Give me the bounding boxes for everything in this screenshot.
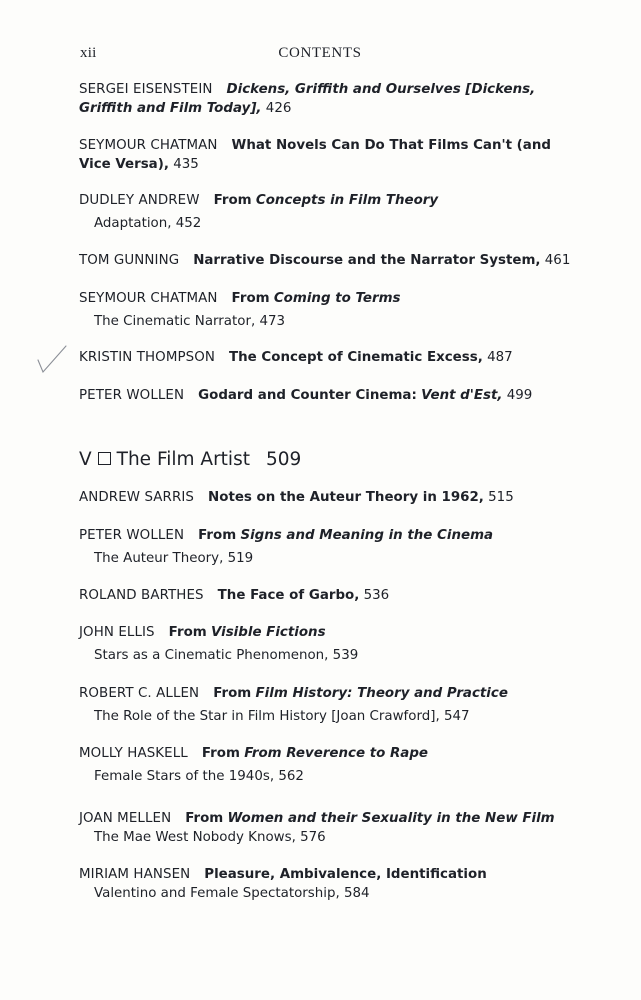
entry-title: Narrative Discourse and the Narrator System, (193, 253, 541, 268)
entry-source: Coming to Terms (273, 291, 401, 306)
entry-page-number: 487 (487, 350, 513, 365)
square-box-icon (98, 452, 111, 465)
toc-entry-andrew[interactable] (79, 191, 579, 233)
entry-subtitle: The Mae West Nobody Knows, 576 (94, 830, 326, 845)
toc-entry-gunning[interactable] (79, 251, 579, 270)
entry-title: Notes on the Auteur Theory in 1962, (208, 490, 484, 505)
entry-author: TOM GUNNING (79, 253, 180, 268)
entry-title: The Concept of Cinematic Excess, (229, 350, 483, 365)
entry-author: ANDREW SARRIS (79, 490, 195, 505)
section-heading[interactable] (79, 449, 301, 470)
entry-page-number: 461 (544, 253, 571, 268)
entry-subtitle: The Role of the Star in Film History [Joan Crawford], 547 (94, 709, 470, 724)
entry-author: SEYMOUR CHATMAN (79, 138, 218, 153)
entry-from: From (213, 193, 252, 208)
entry-source: Signs and Meaning in the Cinema (240, 528, 494, 543)
entry-author: MIRIAM HANSEN (79, 867, 191, 882)
entry-page-number: 435 (173, 157, 199, 172)
toc-entry-hansen[interactable] (79, 865, 579, 903)
entry-from: From (168, 625, 207, 640)
entry-subtitle: Stars as a Cinematic Phenomenon, 539 (94, 648, 359, 663)
toc-entry-chatman-novels[interactable] (79, 136, 579, 174)
section-page-number: 509 (265, 449, 302, 470)
entry-subtitle: The Auteur Theory, 519 (94, 551, 254, 566)
section-title: The Film Artist (116, 449, 250, 470)
entry-subtitle: Adaptation, 452 (94, 216, 202, 231)
running-head-title: CONTENTS (278, 45, 362, 61)
entry-source: Concepts in Film Theory (255, 193, 439, 208)
entry-page-number: 426 (265, 101, 292, 116)
entry-title: What Novels Can Do That Films Can't (and Vice Versa), (79, 138, 551, 172)
entry-author: DUDLEY ANDREW (79, 193, 200, 208)
toc-entry-ellis[interactable] (79, 623, 579, 665)
toc-entry-haskell[interactable] (79, 744, 579, 786)
entry-source: Visible Fictions (210, 625, 326, 640)
entry-author: ROBERT C. ALLEN (79, 686, 200, 701)
entry-page-number: 499 (506, 388, 533, 403)
entry-author: PETER WOLLEN (79, 388, 185, 403)
entry-author: JOHN ELLIS (79, 625, 155, 640)
entry-title: Godard and Counter Cinema: (198, 388, 417, 403)
entry-source: Women and their Sexuality in the New Film (227, 811, 555, 826)
entry-author: SEYMOUR CHATMAN (79, 291, 218, 306)
toc-entry-chatman-terms[interactable] (79, 289, 579, 331)
entry-author: MOLLY HASKELL (79, 746, 188, 761)
entry-title-italic: Vent d'Est, (421, 388, 503, 403)
toc-entry-thompson[interactable] (79, 348, 579, 367)
entry-page-number: 536 (363, 588, 390, 603)
entry-author: PETER WOLLEN (79, 528, 185, 543)
toc-entry-mellen[interactable] (79, 809, 579, 847)
entry-title: Dickens, Griffith and Ourselves [Dickens, Griffith and Film Today], (79, 82, 536, 116)
entry-subtitle: Female Stars of the 1940s, 562 (94, 769, 304, 784)
pencil-checkmark-icon (34, 342, 70, 378)
entry-page-number: 515 (488, 490, 514, 505)
page-folio: xii (80, 45, 97, 61)
entry-from: From (231, 291, 270, 306)
entry-author: ROLAND BARTHES (79, 588, 204, 603)
entry-subtitle: Valentino and Female Spectatorship, 584 (94, 886, 370, 901)
entry-author: SERGEI EISENSTEIN (79, 82, 213, 97)
toc-entry-wollen-godard[interactable] (79, 386, 579, 405)
toc-entry-allen[interactable] (79, 684, 579, 726)
entry-source: Film History: Theory and Practice (255, 686, 508, 701)
entry-from: From (201, 746, 240, 761)
entry-title: The Face of Garbo, (217, 588, 360, 603)
entry-author: KRISTIN THOMPSON (79, 350, 216, 365)
entry-subtitle: The Cinematic Narrator, 473 (94, 314, 286, 329)
entry-title: Pleasure, Ambivalence, Identification (204, 867, 487, 882)
toc-entry-sarris[interactable] (79, 488, 579, 507)
entry-from: From (185, 811, 224, 826)
entry-author: JOAN MELLEN (79, 811, 172, 826)
entry-from: From (213, 686, 252, 701)
toc-entry-wollen-signs[interactable] (79, 526, 579, 568)
toc-entry-eisenstein[interactable] (79, 80, 579, 118)
toc-entry-barthes[interactable] (79, 586, 579, 605)
section-number: V (79, 449, 92, 470)
entry-source: From Reverence to Rape (244, 746, 428, 761)
entry-from: From (198, 528, 237, 543)
